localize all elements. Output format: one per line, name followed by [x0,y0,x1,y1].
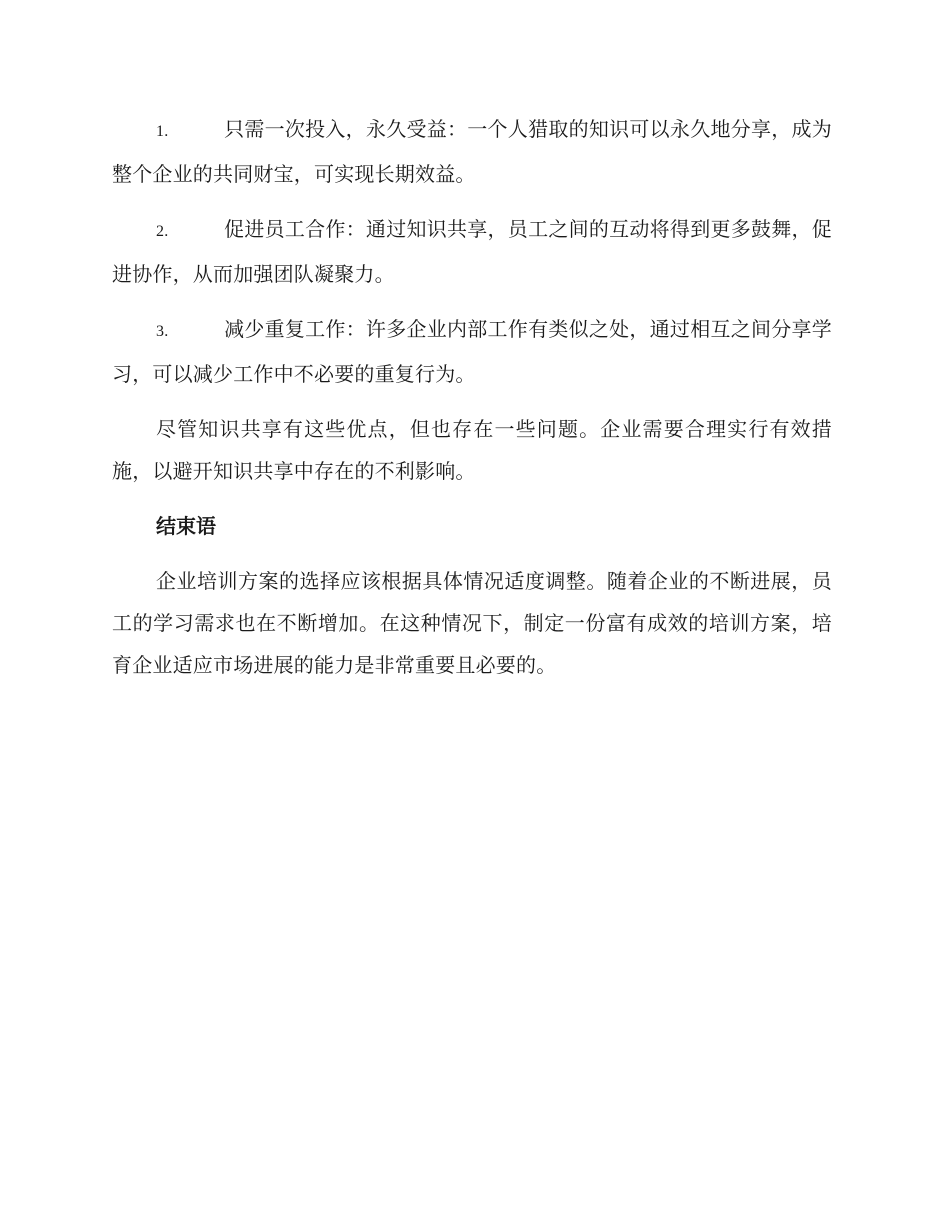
paragraph-issues: 尽管知识共享有这些优点，但也存在一些问题。企业需要合理实行有效措施，以避开知识共享中存在的不利影响。 [112,417,832,483]
list-item-2 [112,208,832,295]
conclusion-heading: 结束语 [156,514,216,538]
list-item-text: 减少重复工作：许多企业内部工作有类似之处，通过相互之间分享学习，可以减少工作中不必要的重复行为。 [112,317,832,386]
list-number: 2. [156,223,169,240]
conclusion-paragraph: 企业培训方案的选择应该根据具体情况适度调整。随着企业的不断进展，员工的学习需求也在不断增加。在这种情况下，制定一份富有成效的培训方案，培育企业适应市场进展的能力是非常重要且必要的。 [112,569,832,677]
list-item-1 [112,108,832,195]
list-item-text: 只需一次投入，永久受益：一个人猎取的知识可以永久地分享，成为整个企业的共同财宝，可实现长期效益。 [112,117,832,186]
list-number: 3. [156,323,169,340]
list-item-3 [112,308,832,395]
document-body [112,108,832,699]
list-number: 1. [156,123,169,140]
list-item-text: 促进员工合作：通过知识共享，员工之间的互动将得到更多鼓舞，促进协作，从而加强团队凝聚力。 [112,217,832,286]
